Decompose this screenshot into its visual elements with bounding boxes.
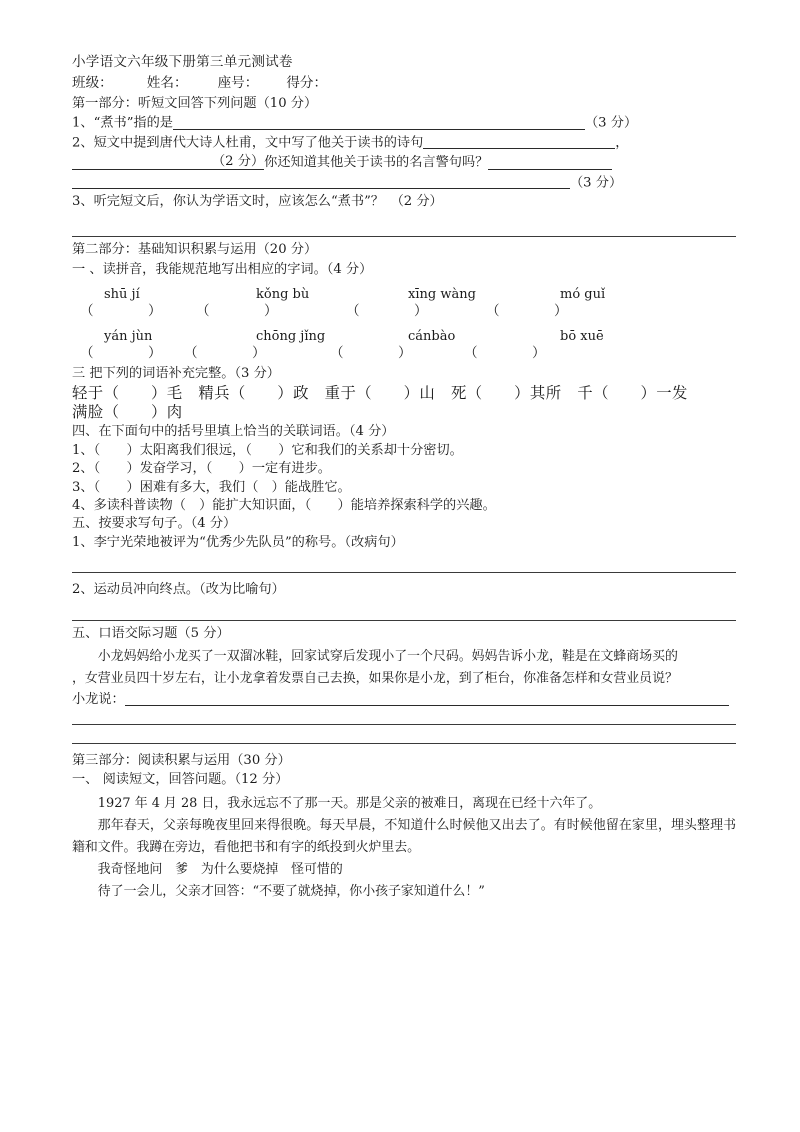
part-two-heading: 第二部分：基础知识积累与运用（20 分） [72,242,318,258]
part-three-heading: 第三部分：阅读积累与运用（30 分） [72,753,291,769]
answer-bracket[interactable]: （ ） [196,302,278,319]
ex4-item-2[interactable]: 2、（ ）发奋学习，（ ）一定有进步。 [72,461,331,477]
q2-points-end: （3 分） [570,174,623,190]
ex4-item-1[interactable]: 1、（ ）太阳离我们很远，（ ）它和我们的关系却十分密切。 [72,443,463,459]
answer-bracket[interactable]: （ ） [486,302,568,319]
answer-bracket[interactable]: （ ） [464,345,546,362]
student-info-row [72,74,736,91]
answer-bracket[interactable]: （ ） [80,302,162,319]
ex4-item-4[interactable]: 4、多读科普读物（ ）能扩大知识面，（ ）能培养探索科学的兴趣。 [72,497,496,513]
exercise-four-heading: 四、在下面句中的括号里填上恰当的关联词语。（4 分） [72,424,395,439]
page-title: 小学语文六年级下册第三单元测试卷 [72,54,293,70]
part-one-question-1 [72,116,736,130]
q1-text: 1、“煮书”指的是 [72,115,173,131]
pinyin-row-2 [72,330,736,343]
exercise-five-heading: 五、按要求写句子。（4 分） [72,516,237,532]
document-body [72,56,736,904]
part-one-question-2-line-a [72,136,736,150]
name-label: 姓名： [146,74,188,91]
answer-bracket[interactable]: （ ） [330,345,412,362]
answer-bracket[interactable]: （ ） [184,345,266,362]
part-one-heading: 第一部分：听短文回答下列问题（10 分） [72,96,318,112]
oral-answer-label: 小龙说： [72,692,125,708]
passage-paragraph-3: 我奇怪地问 爹 为什么要烧掉 怪可惜的 [97,862,343,878]
pinyin-7: cánbào [408,329,456,345]
oral-answer-row [72,693,736,707]
passage-paragraph-4: 待了一会儿，父亲才回答：“不要了就烧掉，你小孩子家知道什么！” [97,884,485,900]
pinyin-4: mó guǐ [560,286,606,302]
oral-answer-blank[interactable] [125,693,729,707]
pinyin-8: bō xuē [560,329,604,345]
q2-text-b: 你还知道其他关于读书的名言警句吗？ [264,155,489,171]
exercise-one-heading: 一 、读拼音，我能规范地写出相应的字词。（4 分） [72,261,373,277]
pinyin-6: chōng jǐng [256,329,326,345]
answer-bracket-row-2 [72,347,736,361]
q2-comma: ， [615,135,629,151]
oral-body-line-1: 小龙妈妈给小龙买了一双溜冰鞋，回家试穿后发现小了一个尺码。妈妈告诉小龙，鞋是在文蜂商场买的 [97,648,678,664]
part-three-exercise-one-heading: 一、 阅读短文，回答问题。（12 分） [72,772,289,788]
score-label: 得分： [286,74,328,91]
part-one-question-2-line-b [72,155,736,169]
q2-answer-blank-d[interactable] [72,176,570,190]
answer-bracket[interactable]: （ ） [346,302,428,319]
q1-points: （3 分） [585,115,638,131]
pinyin-3: xīng wàng [408,286,476,302]
part-one-question-3: 3、听完短文后，你认为学语文时，应该怎么“煮书”？ （2 分） [72,194,443,210]
q2-answer-blank-c[interactable] [488,156,612,170]
exercise-three-heading: 三 把下列的词语补充完整。（3 分） [72,365,280,381]
pinyin-5: yán jùn [104,329,153,345]
oral-body-line-2: ，女营业员四十岁左右，让小龙拿着发票自己去换，如果你是小龙，到了柜台，你准备怎样和女营业员说？ [72,671,678,687]
pinyin-1: shū jí [104,286,140,302]
q2-text-a: 2、短文中提到唐代大诗人杜甫，文中写了他关于读书的诗句 [72,135,424,151]
pinyin-row-1 [72,288,736,301]
q2-answer-blank-b[interactable] [72,156,212,170]
class-label: 班级： [72,74,113,91]
ex5-item-2: 2、运动员冲向终点。（改为比喻句） [72,582,285,598]
ex5-item-1: 1、李宁光荣地被评为“优秀少先队员”的称号。（改病句） [72,535,404,551]
idiom-line-2[interactable]: 满脸（ ）肉 [72,402,183,421]
answer-bracket[interactable]: （ ） [80,345,162,362]
answer-bracket-row-1 [72,302,736,319]
q2-points-inline: （2 分） [212,154,265,170]
passage-paragraph-1: 1927 年 4 月 28 日，我永远忘不了那一天。那是父亲的被难日，离现在已经十六年了。 [97,795,602,811]
oral-exercise-heading: 五、口语交际习题（5 分） [72,625,230,641]
pinyin-2: kǒng bù [256,286,310,302]
ex4-item-3[interactable]: 3、（ ）困难有多大，我们（ ）能战胜它。 [72,479,351,495]
idiom-line-1[interactable]: 轻于（ ）毛 精兵（ ）政 重于（ ）山 死（ ）其所 千（ ）一发 [72,384,688,403]
seat-label: 座号： [217,74,259,91]
q2-answer-blank-a[interactable] [423,136,615,150]
passage-paragraph-2: 那年春天，父亲每晚夜里回来得很晚。每天早晨，不知道什么时候他又出去了。有时候他留在家里，埋头整理书籍和文件。我蹲在旁边，看他把书和有字的纸投到火炉里去。 [72,817,736,856]
part-one-question-2-line-c [72,176,736,190]
q1-answer-blank[interactable] [173,116,585,130]
